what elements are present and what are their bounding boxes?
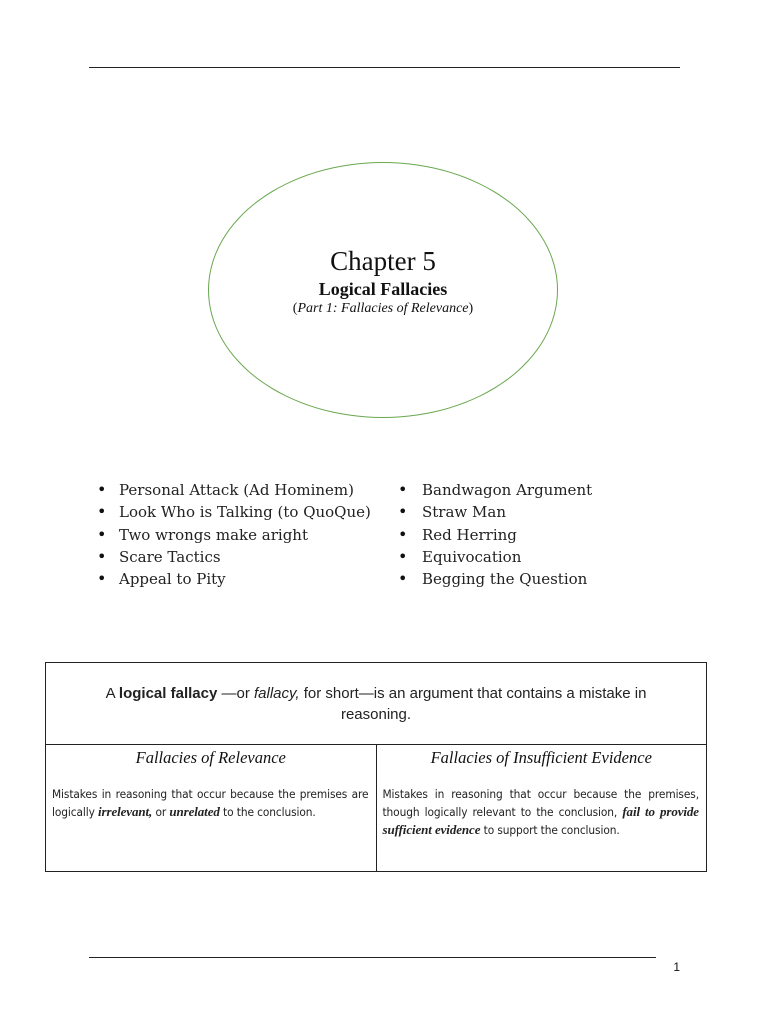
relevance-heading: Fallacies of Relevance: [135, 748, 286, 767]
relevance-text-2: or: [152, 805, 170, 819]
page-number: 1: [673, 960, 680, 974]
part-subtitle: [208, 300, 558, 318]
insufficient-evidence-description: [377, 785, 707, 839]
chapter-label: Chapter 5: [330, 246, 436, 276]
definition-prefix: A: [105, 684, 119, 702]
fallacy-list-left: [97, 479, 371, 590]
chapter-title-block: [208, 244, 558, 318]
relevance-description: [46, 785, 376, 821]
evidence-text-2: to support the conclusion.: [480, 823, 620, 837]
definition-suffix: for short—is an argument that contains a mistake in reasoning.: [299, 684, 647, 723]
list-item: • Bandwagon Argument: [398, 479, 592, 501]
list-item: • Appeal to Pity: [97, 568, 371, 590]
list-item: • Begging the Question: [398, 568, 592, 590]
header-rule: [89, 67, 680, 68]
relevance-emph-1: irrelevant,: [98, 804, 153, 819]
definition-table: [45, 662, 707, 872]
list-item: • Straw Man: [398, 501, 592, 523]
part-close-paren: ): [468, 301, 474, 316]
part-open-paren: (: [292, 301, 298, 316]
fallacy-list-right: [398, 479, 592, 590]
part-subtitle-text: Part 1: Fallacies of Relevance: [297, 301, 469, 316]
list-item: • Scare Tactics: [97, 546, 371, 568]
insufficient-evidence-heading: Fallacies of Insufficient Evidence: [430, 748, 652, 767]
footer-rule: [89, 957, 656, 958]
list-item: • Two wrongs make aright: [97, 524, 371, 546]
evidence-text-1: Mistakes in reasoning that occur because the premises, though logically relevant to the conclusion,: [382, 787, 699, 819]
relevance-cell: [46, 745, 377, 872]
list-item: • Equivocation: [398, 546, 592, 568]
insufficient-evidence-cell: [376, 745, 707, 872]
definition-term: logical fallacy: [118, 684, 218, 702]
evidence-emph-1: fail to provide sufficient evidence: [382, 804, 699, 837]
relevance-emph-2: unrelated: [169, 804, 220, 819]
definition-short-term: fallacy,: [254, 684, 300, 702]
list-item: • Personal Attack (Ad Hominem): [97, 479, 371, 501]
definition-cell: [46, 663, 707, 745]
list-item: • Red Herring: [398, 524, 592, 546]
relevance-text-3: to the conclusion.: [219, 805, 316, 819]
relevance-text-1: Mistakes in reasoning that occur because the premises are logically: [52, 787, 369, 819]
definition-middle: —or: [217, 684, 254, 702]
chapter-subject: Logical Fallacies: [318, 279, 448, 299]
list-item: • Look Who is Talking (to QuoQue): [97, 501, 371, 523]
